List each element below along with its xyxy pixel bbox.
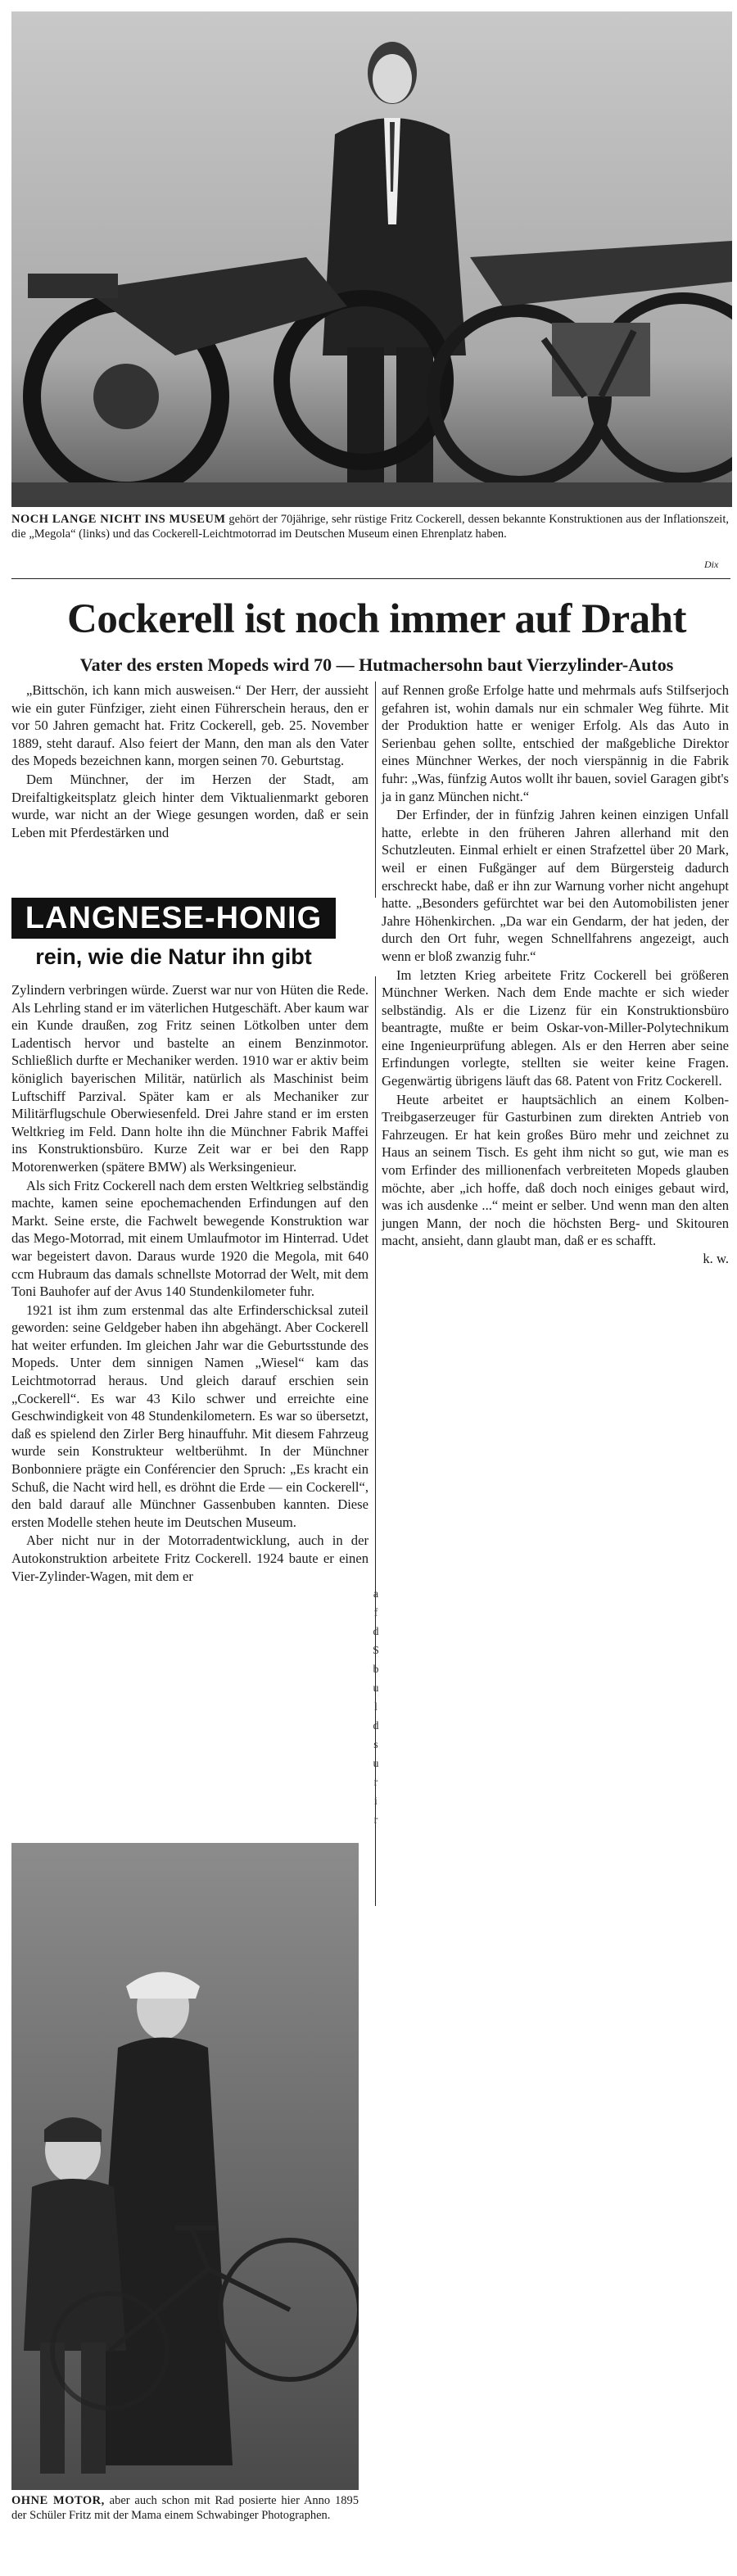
top-photo xyxy=(11,11,732,507)
photo-credit: Dix xyxy=(704,559,719,570)
article-paragraph: 1921 ist ihm zum erstenmal das alte Erfinderschicksal zuteil geworden: seine Geldgeber haben ihn abgehängt. Aber Cockerell hat weiter erfunden. Im gleichen Jahr war die Geburtsstunde des Mopeds. Unter dem sinnigen Namen „Wiesel“ kam das Leichtmotorrad heraus. Und gleich darauf erschien sein „Cockerell“. Es war 43 Kilo schwer und erreichte eine Geschwindigkeit von 48 Stundenkilometern. Es war so übersetzt, daß es spielend den Zirler Berg hinauffuhr. Mit diesem Fahrzeug wurde sein Konstrukteur weltberühmt. In der Münchner Bonbonniere prägte ein Conférencier den Spruch: „Es kracht ein Schuß, die Nacht wird hell, es dröhnt die Erde — ein Cockerell“, den bald darauf alle Münchner Gassenbuben kannten. Diese ersten Modelle stehen heute im Deutschen Museum. xyxy=(11,1302,368,1530)
article-column-right xyxy=(382,681,729,1268)
top-caption xyxy=(11,512,729,541)
ad-brand: LANGNESE-HONIG xyxy=(11,898,336,939)
margin-letter: S xyxy=(373,1645,379,1657)
bottom-caption xyxy=(11,2493,359,2523)
margin-letter: s xyxy=(373,1739,378,1751)
bottom-caption-lead: OHNE MOTOR, xyxy=(11,2494,105,2507)
ad-tagline: rein, wie die Natur ihn gibt xyxy=(35,944,312,969)
article-paragraph: Heute arbeitet er hauptsächlich an einem Kolben-Treibgaserzeuger für Gasturbinen zum direkten Antrieb von Fahrzeugen. Er hat kein großes Büro mehr und zeichnet zu Haus an seinem Tisch. Es geht ihm nicht so gut, wie man es vom Erfinder des millionenfach verbreiteten Mopeds glauben möchte, aber „ich hoffe, daß doch noch einiges gebaut wird, was ich ausdenke ...“ meint er selber. Und wenn man den alten jungen Mann, der noch die höchsten Berg- und Skitouren macht, ansieht, dann glaubt man, daß er es schafft. xyxy=(382,1091,729,1249)
bottom-photo-image xyxy=(11,1843,359,2490)
author-signature: k. w. xyxy=(703,1251,729,1266)
bottom-caption-text: aber auch schon mit Rad posierte hier Anno 1895 der Schüler Fritz mit der Mama einem Schwabinger Photographen. xyxy=(11,2494,359,2522)
article-paragraph: „Bittschön, ich kann mich ausweisen.“ Der Herr, der aussieht wie ein guter Fünfziger, zieht einen Führerschein heraus, den er vor 50 Jahren gemacht hat. Fritz Cockerell, geb. 25. November 1889, steht darauf. Also feiert der Mann, den man als den Vater des Mopeds bezeichnen kann, morgen seinen 70. Geburtstag. xyxy=(11,682,368,769)
margin-letter: r xyxy=(373,1777,378,1789)
article-paragraph: Im letzten Krieg arbeitete Fritz Cockerell bei größeren Münchner Werken. Nach dem Ende machte er sich wieder selbständig. Als er die Lizenz für ein Konstruktionsbüro beantragte, mußte er beim Oskar-von-Miller-Polytechnikum eine Ingenieurprüfung ablegen. Als er den Herren aber seine Erfindungen vorlegte, stellten sie weiter keine Fragen. Gegenwärtig übrigens läuft das 68. Patent von Fritz Cockerell. xyxy=(382,967,729,1089)
article-paragraph: Als sich Fritz Cockerell nach dem ersten Weltkrieg selbständig machte, kamen seine epochemachenden Erfindungen auf den Markt. Seine erste, die Fachwelt bewegende Konstruktion war das Mego-Motorrad, mit einem Umlaufmotor im Hinterrad. Udet war begeistert davon. Daraus wurde 1920 die Megola, mit 640 ccm Hubraum das damals schnellste Motorrad der Welt, mit dem Toni Bauhofer auf der Avus 140 Stundenkilometer fuhr. xyxy=(11,1177,368,1300)
subheadline: Vater des ersten Mopeds wird 70 — Hutmachersohn baut Vierzylinder-Autos xyxy=(79,654,674,675)
headline: Cockerell ist noch immer auf Draht xyxy=(67,596,686,642)
article-paragraph: Dem Münchner, der im Herzen der Stadt, am Dreifaltigkeitsplatz gleich hinter dem Viktualienmarkt geboren wurde, war nicht an der Wiege gesungen worden, daß er sein Leben mit Pferdestärken und xyxy=(11,771,368,840)
article-paragraph: Zylindern verbringen würde. Zuerst war nur von Hüten die Rede. Als Lehrling stand er im väterlichen Hutgeschäft. Aber kaum war ein Kunde draußen, zog Fritz seinen Lötkolben unter dem Ladentisch hervor und bastelte an einem Benzinmotor. Schließlich durfte er Mechaniker werden. 1910 war er aktiv beim königlich bayerischen Militär, natürlich als Maschinist beim Luftschiff Parzival. Später kam er als Mechaniker zur Militärflugschule Oberwiesenfeld. Drei Jahre stand er im ersten Weltkrieg im Feld. Dann holte ihn die Münchner Fabrik Maffei ins Konstruktionsbüro. Kurze Zeit war er bei den Rapp Motorenwerken (spätere BMW) als Werksingenieur. xyxy=(11,982,368,1175)
article-column-left-bottom xyxy=(11,981,368,1585)
article-column-left-top xyxy=(11,681,368,841)
margin-letter: d xyxy=(373,1626,379,1638)
top-caption-lead: NOCH LANGE NICHT INS MUSEUM xyxy=(11,513,226,526)
margin-vertical-text xyxy=(370,1585,382,1830)
margin-letter: r xyxy=(373,1814,378,1827)
margin-letter: b xyxy=(373,1664,379,1676)
caption-rule xyxy=(11,578,730,579)
margin-letter: u xyxy=(373,1758,379,1770)
margin-letter: u xyxy=(373,1682,379,1695)
article-paragraph: auf Rennen große Erfolge hatte und mehrmals aufs Stilfserjoch gefahren ist, wohin damals nur ein schmaler Weg führte. Mit der Produktion hatte er weniger Erfolg. Als das Auto in Serienbau gehen sollte, entschied der maßgebliche Direktor eines Münchner Werkes, der noch vierspännig in die Fabrik fuhr: „Was, fünfzig Autos wollt ihr bauen, soviel Garagen gibt's ja in ganz München nicht.“ xyxy=(382,682,729,804)
top-photo-image xyxy=(11,11,732,507)
margin-letter: i xyxy=(374,1795,378,1808)
margin-letter: l xyxy=(374,1701,378,1714)
article-paragraph: Der Erfinder, der in fünfzig Jahren keinen einzigen Unfall hatte, erlebte in den früheren Jahren allerhand mit den Schutzleuten. Einmal erhielt er einen Strafzettel über 20 Mark, weil er einen Fußgänger auf dem Bürgersteig dadurch erschreckt habe, daß er ihn zur Warnung vorher nicht angehupt hatte. „Besonders gefürchtet war bei den Automobilisten jener Jahre Höhenkirchen. „Da war ein Gendarm, der hat jeden, der durch den Ort fuhr, wegen Schnellfahrens angezeigt, auch wenn er bloß zwanzig fuhr.“ xyxy=(382,807,729,964)
margin-letter: f xyxy=(373,1607,378,1619)
bottom-photo xyxy=(11,1843,359,2490)
margin-letter: d xyxy=(373,1720,379,1732)
margin-letter: a xyxy=(373,1588,379,1600)
article-paragraph: Aber nicht nur in der Motorradentwicklung, auch in der Autokonstruktion arbeitete Fritz Cockerell. 1924 baute er einen Vier-Zylinder-Wagen, mit dem er xyxy=(11,1532,368,1584)
langnese-ad xyxy=(11,898,380,976)
top-caption-text: gehört der 70jährige, sehr rüstige Fritz Cockerell, dessen bekannte Konstruktionen aus der Inflationszeit, die „Megola“ (links) und das Cockerell-Leichtmotorrad im Deutschen Museum einen Ehrenplatz haben. xyxy=(11,513,729,541)
